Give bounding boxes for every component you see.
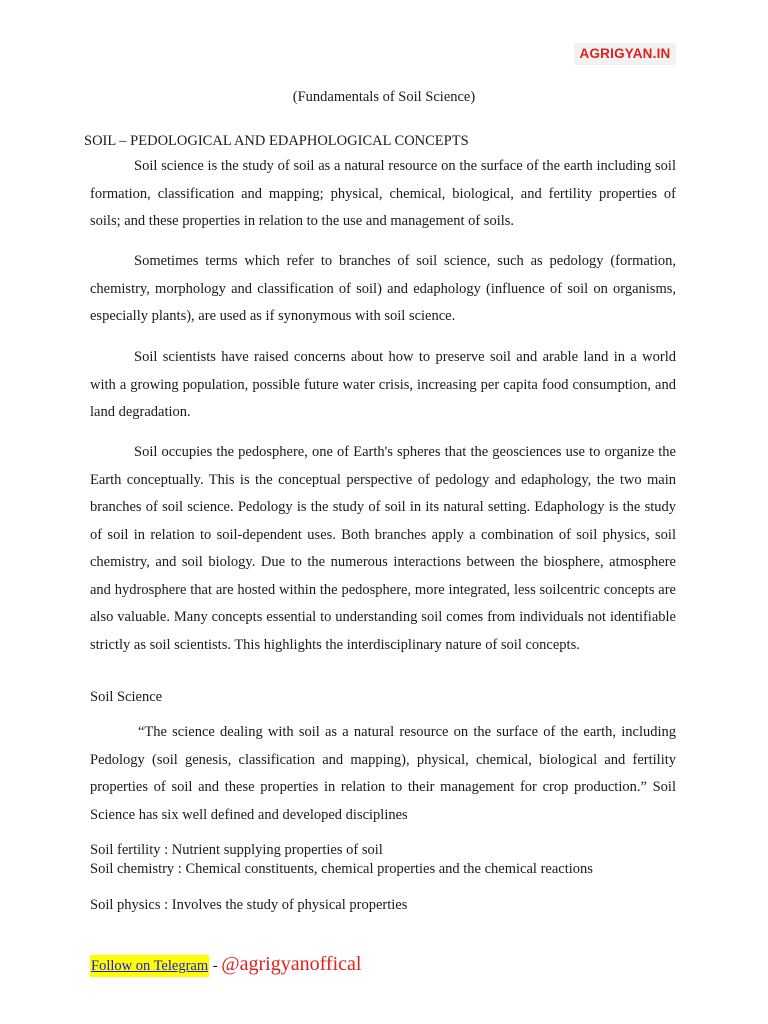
discipline-item: Soil chemistry : Chemical constituents, chemical properties and the chemical reactions [90,861,593,877]
document-subtitle: (Fundamentals of Soil Science) [292,89,476,105]
brand-logo: AGRIGYAN.IN [574,43,676,65]
discipline-item: Soil fertility : Nutrient supplying properties of soil [90,842,383,858]
paragraph-definition-quote: “The science dealing with soil as a natural resource on the surface of the earth, including Pedology (soil genesis, classification and mapping), physical, chemical, biological and fertility properties of soil and these properties in relation to their management for crop production.” Soil Science has six well defined and developed disciplines [90,724,676,823]
footer-telegram [90,951,361,979]
paragraph-concerns: Soil scientists have raised concerns about how to preserve soil and arable land in a world with a growing population, possible future water crisis, increasing per capita food consumption, and land degradation. [90,349,676,420]
discipline-item: Soil physics : Involves the study of physical properties [90,897,408,913]
paragraph-intro: Soil science is the study of soil as a natural resource on the surface of the earth including soil formation, classification and mapping; physical, chemical, biological, and fertility properties of soils; and these properties in relation to the use and management of soils. [90,158,676,229]
paragraph-branches: Sometimes terms which refer to branches of soil science, such as pedology (formation, chemistry, morphology and classification of soil) and edaphology (influence of soil on organisms, especially plants), are used as if synonymous with soil science. [90,253,676,324]
telegram-handle: @agrigyanoffical [221,953,362,975]
footer-separator: - [209,958,222,974]
paragraph-pedosphere: Soil occupies the pedosphere, one of Earth's spheres that the geosciences use to organize the Earth conceptually. This is the conceptual perspective of pedology and edaphology, the two main branches of soil science. Pedology is the study of soil in its natural setting. Edaphology is the study of soil in relation to soil-dependent uses. Both branches apply a combination of soil physics, soil chemistry, and soil biology. Due to the numerous interactions between the biosphere, atmosphere and hydrosphere that are hosted within the pedosphere, more integrated, less soilcentric concepts are also valuable. Many concepts essential to understanding soil comes from individuals not identifiable strictly as soil scientists. This highlights the interdisciplinary nature of soil concepts. [90,444,676,653]
section-label: Soil Science [90,689,163,705]
telegram-link[interactable]: Follow on Telegram [90,955,209,977]
document-heading: SOIL – PEDOLOGICAL AND EDAPHOLOGICAL CONCEPTS [84,133,469,149]
